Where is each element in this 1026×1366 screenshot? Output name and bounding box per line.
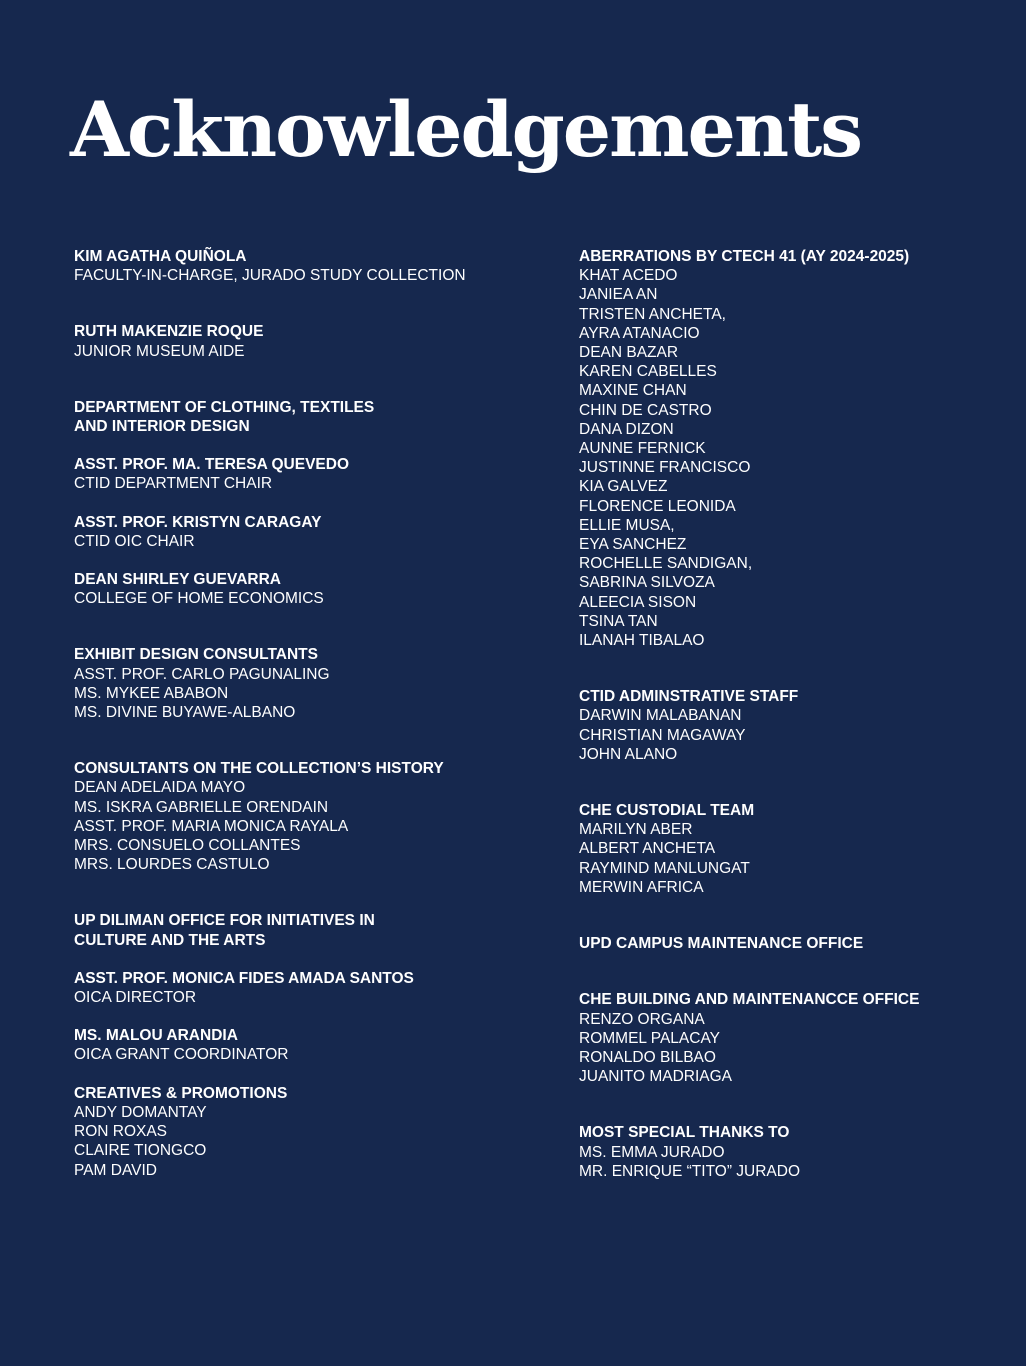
credit-section bbox=[74, 398, 579, 436]
section-heading-line: CULTURE AND THE ARTS bbox=[74, 931, 266, 949]
credit-line: TSINA TAN bbox=[579, 612, 658, 630]
section-heading-line: CONSULTANTS ON THE COLLECTION’S HISTORY bbox=[74, 760, 444, 778]
credit-line: KHAT ACEDO bbox=[579, 267, 678, 285]
credit-line: FACULTY-IN-CHARGE, JURADO STUDY COLLECTION bbox=[74, 267, 466, 285]
credit-line: DARWIN MALABANAN bbox=[579, 707, 742, 725]
section-heading-line: UPD CAMPUS MAINTENANCE OFFICE bbox=[579, 935, 864, 953]
credit-line: RENZO ORGANA bbox=[579, 1010, 705, 1028]
page-title: Acknowledgements bbox=[70, 85, 862, 174]
credit-section bbox=[74, 322, 579, 360]
section-heading-line: MOST SPECIAL THANKS TO bbox=[579, 1124, 790, 1142]
credit-line: ROMMEL PALACAY bbox=[579, 1029, 720, 1047]
credit-line: CLAIRE TIONGCO bbox=[74, 1142, 207, 1160]
credit-line: AUNNE FERNICK bbox=[579, 440, 706, 458]
credit-line: ASST. PROF. CARLO PAGUNALING bbox=[74, 665, 330, 683]
credit-line: ANDY DOMANTAY bbox=[74, 1103, 207, 1121]
credit-line: TRISTEN ANCHETA, bbox=[579, 305, 726, 323]
credit-section bbox=[74, 1084, 579, 1180]
credit-line: RONALDO BILBAO bbox=[579, 1048, 716, 1066]
section-heading-line: UP DILIMAN OFFICE FOR INITIATIVES IN bbox=[74, 912, 375, 930]
section-heading-line: ASST. PROF. KRISTYN CARAGAY bbox=[74, 513, 322, 531]
credit-line: MS. DIVINE BUYAWE-ALBANO bbox=[74, 704, 296, 722]
section-heading-line: DEPARTMENT OF CLOTHING, TEXTILES bbox=[74, 398, 375, 416]
credit-line: JUNIOR MUSEUM AIDE bbox=[74, 342, 245, 360]
credit-section bbox=[74, 759, 579, 874]
credit-line: MRS. CONSUELO COLLANTES bbox=[74, 837, 301, 855]
credit-line: ROCHELLE SANDIGAN, bbox=[579, 555, 753, 573]
credit-line: JANIEA AN bbox=[579, 286, 658, 304]
credit-section bbox=[579, 687, 986, 764]
section-heading-line: CHE CUSTODIAL TEAM bbox=[579, 802, 755, 820]
credit-line: ELLIE MUSA, bbox=[579, 516, 675, 534]
section-heading-line: DEAN SHIRLEY GUEVARRA bbox=[74, 571, 281, 589]
credit-section bbox=[579, 1123, 986, 1181]
credit-line: ALEECIA SISON bbox=[579, 593, 697, 611]
credit-section bbox=[579, 934, 986, 953]
credit-section bbox=[74, 455, 579, 493]
credit-section bbox=[579, 990, 986, 1086]
credit-line: CHRISTIAN MAGAWAY bbox=[579, 726, 746, 744]
credit-line: MRS. LOURDES CASTULO bbox=[74, 856, 270, 874]
credit-line: DEAN BAZAR bbox=[579, 344, 679, 362]
credit-line: ILANAH TIBALAO bbox=[579, 632, 705, 650]
credit-line: SABRINA SILVOZA bbox=[579, 574, 715, 592]
credit-section bbox=[74, 911, 579, 949]
credit-line: CTID OIC CHAIR bbox=[74, 532, 195, 550]
credits-column-right bbox=[579, 247, 986, 1181]
credit-line: RAYMIND MANLUNGAT bbox=[579, 859, 750, 877]
credit-line: KIA GALVEZ bbox=[579, 478, 668, 496]
credit-section bbox=[74, 645, 579, 722]
section-heading-line: EXHIBIT DESIGN CONSULTANTS bbox=[74, 646, 318, 664]
credit-line: MARILYN ABER bbox=[579, 821, 693, 839]
credit-line: JUSTINNE FRANCISCO bbox=[579, 459, 751, 477]
credit-line: CTID DEPARTMENT CHAIR bbox=[74, 475, 273, 493]
section-heading-line: MS. MALOU ARANDIA bbox=[74, 1027, 238, 1045]
credit-section bbox=[74, 969, 579, 1007]
section-heading-line: AND INTERIOR DESIGN bbox=[74, 418, 250, 436]
section-heading-line: ASST. PROF. MONICA FIDES AMADA SANTOS bbox=[74, 969, 414, 987]
credit-line: MR. ENRIQUE “TITO” JURADO bbox=[579, 1162, 801, 1180]
credit-line: RON ROXAS bbox=[74, 1123, 168, 1141]
section-heading-line: ASST. PROF. MA. TERESA QUEVEDO bbox=[74, 456, 350, 474]
section-heading-line: CTID ADMINSTRATIVE STAFF bbox=[579, 688, 799, 706]
credit-line: MAXINE CHAN bbox=[579, 382, 687, 400]
credit-line: JOHN ALANO bbox=[579, 745, 678, 763]
credit-line: EYA SANCHEZ bbox=[579, 536, 687, 554]
credit-line: AYRA ATANACIO bbox=[579, 324, 700, 342]
credit-line: MS. ISKRA GABRIELLE ORENDAIN bbox=[74, 798, 329, 816]
section-heading-line: CREATIVES & PROMOTIONS bbox=[74, 1084, 288, 1102]
credit-line: MS. EMMA JURADO bbox=[579, 1143, 725, 1161]
credit-line: MERWIN AFRICA bbox=[579, 878, 704, 896]
credit-line: DANA DIZON bbox=[579, 420, 674, 438]
credit-line: PAM DAVID bbox=[74, 1161, 157, 1179]
credit-line: JUANITO MADRIAGA bbox=[579, 1068, 733, 1086]
credits-columns bbox=[74, 247, 986, 1181]
credit-line: ALBERT ANCHETA bbox=[579, 840, 716, 858]
credit-section bbox=[74, 1026, 579, 1064]
credit-line: CHIN DE CASTRO bbox=[579, 401, 712, 419]
credit-section bbox=[579, 247, 986, 650]
credit-section bbox=[74, 513, 579, 551]
section-heading-line: KIM AGATHA QUIÑOLA bbox=[74, 248, 247, 265]
credits-column-left bbox=[74, 247, 579, 1181]
credit-line: OICA DIRECTOR bbox=[74, 989, 197, 1007]
section-heading-line: RUTH MAKENZIE ROQUE bbox=[74, 323, 264, 341]
credit-section bbox=[74, 570, 579, 608]
credit-line: FLORENCE LEONIDA bbox=[579, 497, 736, 515]
credit-section bbox=[579, 801, 986, 897]
credit-line: ASST. PROF. MARIA MONICA RAYALA bbox=[74, 817, 349, 835]
credit-line: COLLEGE OF HOME ECONOMICS bbox=[74, 590, 324, 608]
section-heading-line: CHE BUILDING AND MAINTENANCCE OFFICE bbox=[579, 991, 920, 1009]
credit-line: MS. MYKEE ABABON bbox=[74, 684, 229, 702]
credit-line: DEAN ADELAIDA MAYO bbox=[74, 779, 246, 797]
credit-line: KAREN CABELLES bbox=[579, 363, 717, 381]
credit-section bbox=[74, 247, 579, 285]
section-heading-line: ABERRATIONS BY CTECH 41 (AY 2024-2025) bbox=[579, 248, 910, 265]
credit-line: OICA GRANT COORDINATOR bbox=[74, 1046, 289, 1064]
